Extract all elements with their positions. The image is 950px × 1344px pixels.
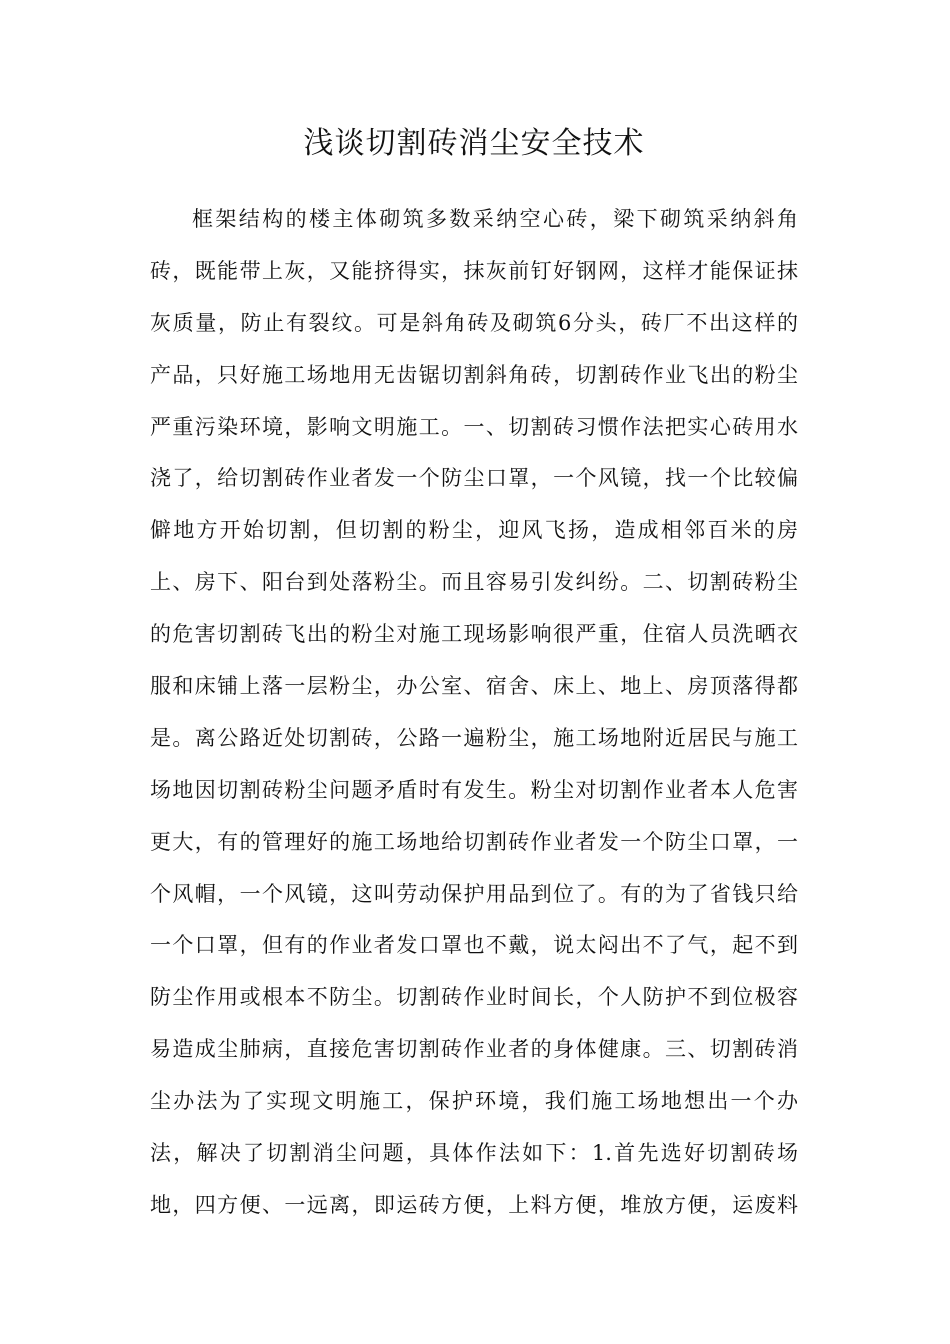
- body-line: 更大，有的管理好的施工场地给切割砖作业者发一个防尘口罩，一: [150, 829, 798, 854]
- body-line: 易造成尘肺病，直接危害切割砖作业者的身体健康。三、切割砖消: [150, 1037, 798, 1062]
- document-title: 浅谈切割砖消尘安全技术: [303, 126, 645, 161]
- body-line: 严重污染环境，影响文明施工。一、切割砖习惯作法把实心砖用水: [150, 414, 798, 439]
- document-body: [150, 194, 798, 1232]
- body-line: 尘办法为了实现文明施工，保护环境，我们施工场地想出一个办: [150, 1089, 798, 1114]
- body-line: 防尘作用或根本不防尘。切割砖作业时间长，个人防护不到位极容: [150, 985, 798, 1010]
- body-line: 一个口罩，但有的作业者发口罩也不戴，说太闷出不了气，起不到: [150, 933, 798, 958]
- body-line: 地，四方便、一远离，即运砖方便，上料方便，堆放方便，运废料: [150, 1192, 798, 1217]
- body-line: 的危害切割砖飞出的粉尘对施工现场影响很严重，住宿人员洗晒衣: [150, 622, 798, 647]
- body-line: 浇了，给切割砖作业者发一个防尘口罩，一个风镜，找一个比较偏: [150, 466, 798, 491]
- body-line: 场地因切割砖粉尘问题矛盾时有发生。粉尘对切割作业者本人危害: [150, 777, 798, 802]
- body-line: 僻地方开始切割，但切割的粉尘，迎风飞扬，造成相邻百米的房: [150, 518, 798, 543]
- body-line: 产品，只好施工场地用无齿锯切割斜角砖，切割砖作业飞出的粉尘: [150, 362, 798, 387]
- body-line: 上、房下、阳台到处落粉尘。而且容易引发纠纷。二、切割砖粉尘: [150, 570, 798, 595]
- body-line: 服和床铺上落一层粉尘，办公室、宿舍、床上、地上、房顶落得都: [150, 674, 798, 699]
- body-line: 个风帽，一个风镜，这叫劳动保护用品到位了。有的为了省钱只给: [150, 881, 798, 906]
- body-line: 是。离公路近处切割砖，公路一遍粉尘，施工场地附近居民与施工: [150, 725, 798, 750]
- body-line: 砖，既能带上灰，又能挤得实，抹灰前钉好钢网，这样才能保证抹: [150, 258, 798, 283]
- body-line: 灰质量，防止有裂纹。可是斜角砖及砌筑6分头，砖厂不出这样的: [150, 310, 798, 335]
- body-line: 框架结构的楼主体砌筑多数采纳空心砖，梁下砌筑采纳斜角: [192, 207, 798, 231]
- body-line: 法，解决了切割消尘问题，具体作法如下：1.首先选好切割砖场: [150, 1141, 798, 1166]
